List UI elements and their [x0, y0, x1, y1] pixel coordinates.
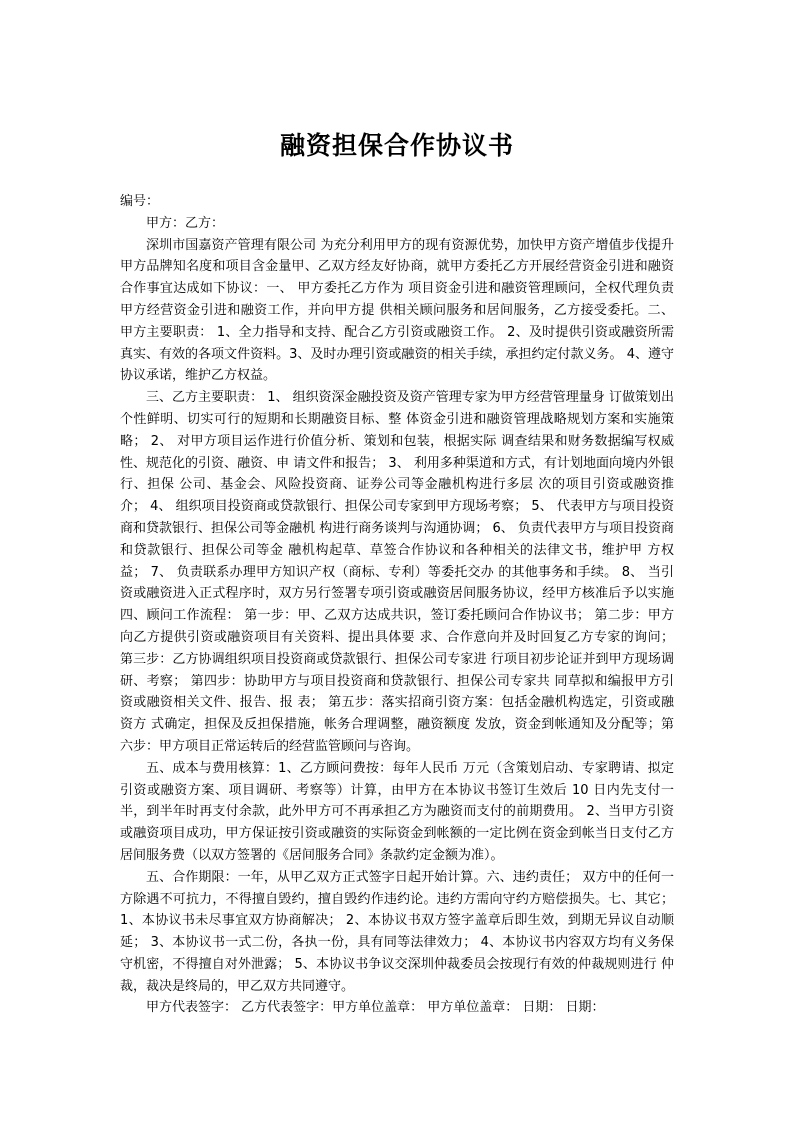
paragraph-intro: 深圳市国嘉资产管理有限公司 为充分利用甲方的现有资源优势，加快甲方资产增值步伐提升甲方品牌知名度和项目含金量甲、乙双方经友好协商，就甲方委托乙方开展经营资金引进和融资合作事宜达成如下协议：一、 甲方委托乙方作为 项目资金引进和融资管理顾问，全权代理负责甲方经营资金引进和融资工作，并向甲方提 供相关顾问服务和居间服务，乙方接受委托。二、 甲方主要职责： 1、全力指导和支持、配合乙方引资或融资工作。 2、及时提供引资或融资所需真实、有效的各项文件资料。3、及时办理引资或融资的相关手续，承担约定付款义务。 4、遵守协议承诺，维护乙方权益。 — [120, 237, 674, 384]
paragraph-term-and-other: 五、合作期限：一年，从甲乙双方正式签字日起开始计算。六、违约责任； 双方中的任何一方除遇不可抗力，不得擅自毁约，擅自毁约作违约论。违约方需向守约方赔偿损失。七、其它； 1、本协议书未尽事宜双方协商解决； 2、本协议书双方签字盖章后即生效，到期无异议自动顺延； 3、本协议书一式二份，各执一份，具有同等法律效力； 4、本协议书内容双方均有义务保守机密，不得擅自对外泄露； 5、本协议书争议交深圳仲裁委员会按现行有效的仲裁规则进行 仲裁，裁决是终局的，甲乙双方共同遵守。 — [120, 869, 674, 994]
paragraph-costs: 五、成本与费用核算：1、乙方顾问费按：每年人民币 万元（含策划启动、专家聘请、拟定引资或融资方案、项目调研、考察等）计算，由甲方在本协议书签订生效后 10 日内先支付一半，到半年时再支付余款，此外甲方可不再承担乙方为融资而支付的前期费用。 2、当甲方引资或融资项目成功，甲方保证按引资或融资的实际资金到帐额的一定比例在资金到帐当日支付乙方居间服务费（以双方签署的《居间服务合同》条款约定金额为准）。 — [120, 760, 674, 863]
parties-line: 甲方：乙方： — [146, 215, 225, 231]
contract-number-label: 编号： — [120, 194, 160, 209]
document-title: 融资担保合作协议书 — [279, 131, 514, 160]
document-body — [120, 191, 674, 1019]
signature-line: 甲方代表签字： 乙方代表签字：甲方单位盖章： 甲方单位盖章： 日期： 日期： — [146, 1000, 605, 1016]
paragraph-party-b-duties: 三、乙方主要职责： 1、 组织资深金融投资及资产管理专家为甲方经营管理量身 订做策划出个性鲜明、切实可行的短期和长期融资目标、整 体资金引进和融资管理战略规划方案和实施策略； 2、 对甲方项目运作进行价值分析、策划和包装，根据实际 调查结果和财务数据编写权威性、规范化的引资、融资、申 请文件和报告； 3、 利用多种渠道和方式，有计划地面向境内外银行、担保 公司、基金会、风险投资商、证券公司等金融机构进行多层 次的项目引资或融资推介； 4、 组织项目投资商或贷款银行、担保公司专家到甲方现场考察； 5、 代表甲方与项目投资商和贷款银行、担保公司等金融机 构进行商务谈判与沟通协调； 6、 负责代表甲方与项目投资商和贷款银行、担保公司等金 融机构起草、草签合作协议和各种相关的法律文书，维护甲 方权益； 7、 负责联系办理甲方知识产权（商标、专利）等委托交办 的其他事务和手续。 8、 当引资或融资进入正式程序时，双方另行签署专项引资或融资居间服务协议，经甲方核准后予以实施四、顾问工作流程： 第一步：甲、乙双方达成共识，签订委托顾问合作协议书； 第二步：甲方向乙方提供引资或融资项目有关资料、提出具体要 求、合作意向并及时回复乙方专家的询问； 第三步：乙方协调组织项目投资商或贷款银行、担保公司专家进 行项目初步论证并到甲方现场调研、考察； 第四步：协助甲方与项目投资商和贷款银行、担保公司专家共 同草拟和编报甲方引资或融资相关文件、报告、报 表； 第五步：落实招商引资方案：包括金融机构选定，引资或融资方 式确定，担保及反担保措施，帐务合理调整，融资额度 发放，资金到帐通知及分配等；第六步：甲方项目正常运转后的经营监管顾问与咨询。 — [120, 390, 674, 754]
